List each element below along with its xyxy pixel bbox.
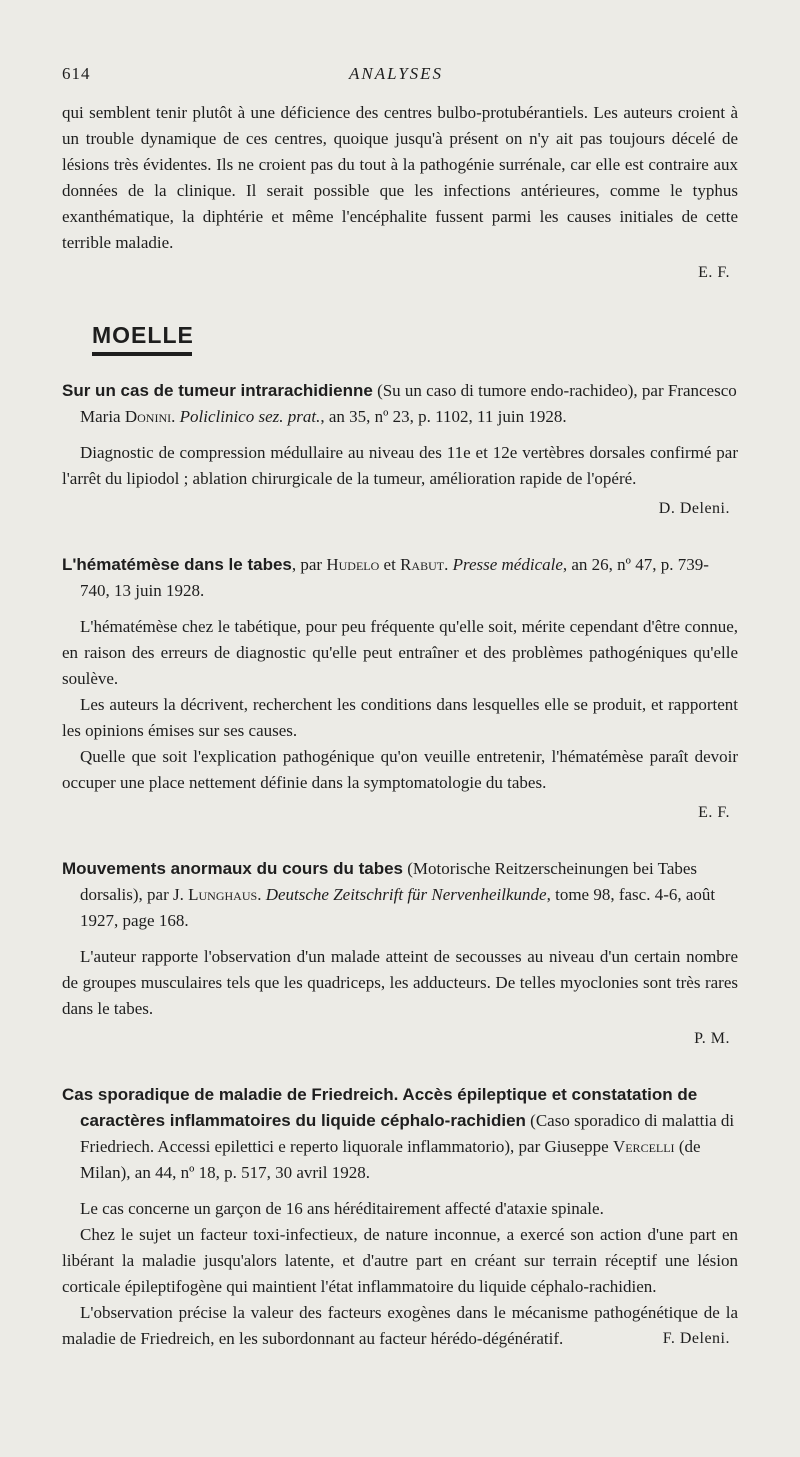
article-title: L'hématémèse dans le tabes, par Hudelo et Rabut. Presse médicale, an 26, nº 47, p. 739-740, 13 juin 1928. [62, 555, 709, 600]
section-heading [62, 286, 738, 356]
article-mouvements [62, 856, 738, 1052]
article-signature: E. F. [698, 804, 730, 821]
article-title-rest: , par [291, 555, 327, 574]
article-title-bold: Sur un cas de tumeur intrarachidienne [62, 381, 373, 400]
page-content [62, 100, 738, 1352]
article-author: Donini [124, 407, 172, 426]
article-title: Sur un cas de tumeur intrarachidienne (Su un caso di tumore endo-rachideo), par Francesco Maria Donini. Policlinico sez. prat., an 35, nº 23, p. 1102, 11 juin 1928. [62, 381, 737, 426]
article-paragraph: Quelle que soit l'explication pathogénique qu'on veuille entretenir, l'hématémèse paraît devoir occuper une place nettement définie dans la symptomatologie du tabes. [62, 747, 738, 792]
article-title-bold: Mouvements anormaux du cours du tabes [62, 859, 404, 878]
article-title-rest: (Motorische Reitzerscheinungen bei Tabes dorsalis), par J. [80, 859, 698, 904]
article-paragraph: L'hématémèse chez le tabétique, pour peu fréquente qu'elle soit, mérite cependant d'être connue, en raison des erreurs de diagnostic qu'elle peut entraîner et des problèmes pathogéniques qu'elle soulève. [62, 617, 738, 688]
article-signature: D. Deleni. [658, 500, 730, 517]
article-title [62, 1082, 738, 1186]
article-author-2: Rabut [400, 555, 445, 574]
article-title-bold: Cas sporadique de maladie de Friedreich. Accès épileptique et constatation de caractères inflammatoires du liquide céphalo-rachidien [62, 1085, 698, 1130]
page-header [62, 64, 730, 88]
article-hematemese [62, 552, 738, 826]
article-journal: Presse médicale [452, 555, 563, 574]
article-signature: F. Deleni. [662, 1330, 730, 1347]
article-journal: Policlinico sez. prat. [179, 407, 321, 426]
running-head: ANALYSES [348, 64, 444, 83]
intro-signature: E. F. [698, 264, 730, 281]
page-number: 614 [62, 64, 91, 83]
article-paragraph: Le cas concerne un garçon de 16 ans héréditairement affecté d'ataxie spinale. [80, 1199, 604, 1218]
article-title-rest: (Caso sporadico di malattia di Friedriech. Accessi epilettici e reperto liquorale inflammatorio), par Giuseppe [80, 1111, 735, 1156]
article-journal: Deutsche Zeitschrift für Nervenheilkunde [265, 885, 547, 904]
article-author: Lunghaus [188, 885, 258, 904]
article-author: Hudelo [326, 555, 380, 574]
article-citation: , an 26, nº 47, p. 739-740, 13 juin 1928. [80, 555, 709, 600]
article-paragraph: Diagnostic de compression médullaire au niveau des 11e et 12e vertèbres dorsales confirmé par l'arrêt du lipiodol ; ablation chirurgicale de la tumeur, amélioration rapide de l'opéré. [62, 443, 738, 488]
article-title-rest: (Su un caso di tumore endo-rachideo), par Francesco Maria [80, 381, 737, 426]
section-rule [92, 352, 192, 356]
article-paragraph: L'auteur rapporte l'observation d'un malade atteint de secousses au niveau d'un certain nombre de groupes musculaires tels que les quadriceps, les adducteurs. De telles myoclonies sont très rares dans le tabes. [62, 947, 738, 1018]
section-title: MOELLE [92, 322, 194, 348]
article-friedreich [62, 1082, 738, 1352]
article-citation: (de Milan), an 44, nº 18, p. 517, 30 avril 1928. [80, 1137, 701, 1182]
article-tumeur [62, 378, 738, 522]
article-paragraph: L'observation précise la valeur des facteurs exogènes dans le mécanisme pathogénétique de la maladie de Friedreich, en les subordonnant au facteur hérédo-dégénératif. [62, 1303, 738, 1348]
article-citation: , tome 98, fasc. 4-6, août 1927, page 168. [80, 885, 716, 930]
article-author: Vercelli [612, 1137, 675, 1156]
article-paragraph: Chez le sujet un facteur toxi-infectieux, de nature inconnue, a exercé son action d'une part en libérant la maladie jusqu'alors latente, et d'autre part en créant sur terrain réceptif une lésion corticale épileptifogène qui maintient l'état inflammatoire du liquide céphalo-rachidien. [62, 1225, 738, 1296]
article-title-mid: et [379, 555, 401, 574]
article-citation: , an 35, nº 23, p. 1102, 11 juin 1928. [320, 407, 567, 426]
intro-paragraph: qui semblent tenir plutôt à une déficience des centres bulbo-protubérantiels. Les auteurs croient à un trouble dynamique de ces centres, quoique jusqu'à présent on n'y ait pas toujours décelé de lésions très évidentes. Ils ne croient pas du tout à la pathogénie surrénale, car elle est contraire aux données de la clinique. Il serait possible que les infections antérieures, comme le typhus exanthématique, la diphtérie et même l'encéphalite fussent parmi les causes initiales de cette terrible maladie. [62, 103, 738, 252]
article-title: Mouvements anormaux du cours du tabes (Motorische Reitzerscheinungen bei Tabes dorsalis), par J. Lunghaus. Deutsche Zeitschrift für Nervenheilkunde, tome 98, fasc. 4-6, août 1927, page 168. [62, 859, 716, 930]
article-title-bold: L'hématémèse dans le tabes [62, 555, 292, 574]
article-paragraph: Les auteurs la décrivent, recherchent les conditions dans lesquelles elle se produit, et rapportent les opinions émises sur ses causes. [62, 695, 738, 740]
article-signature: P. M. [694, 1030, 730, 1047]
